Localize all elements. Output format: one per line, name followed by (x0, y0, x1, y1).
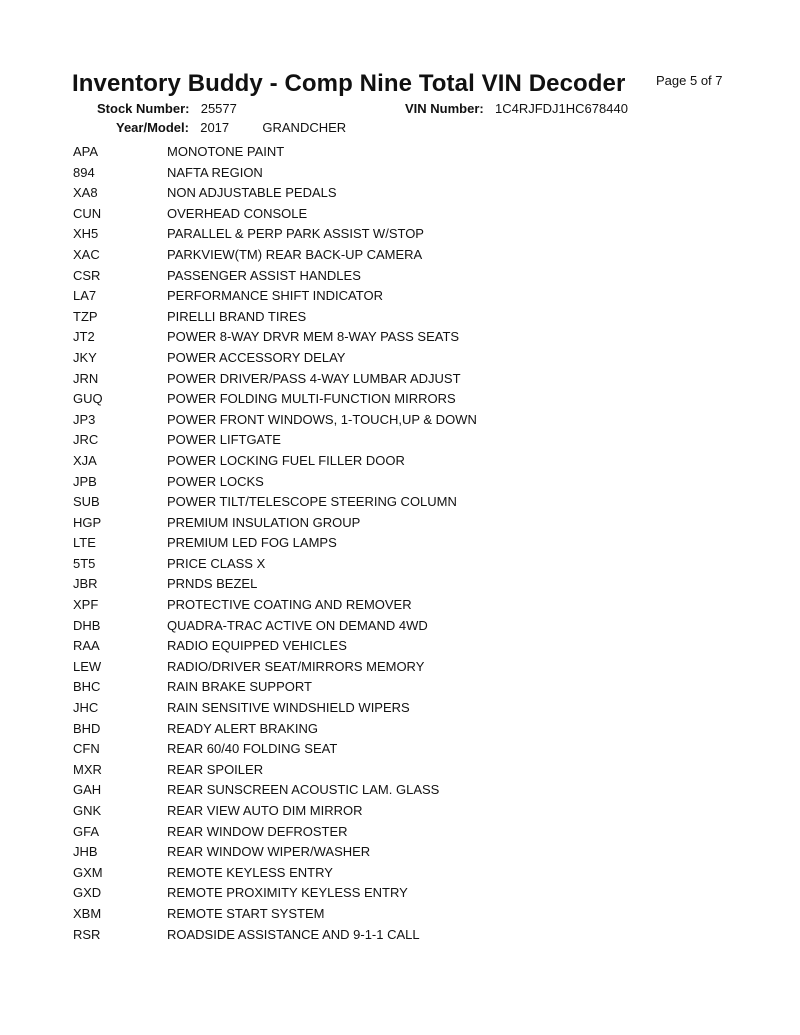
list-item (73, 698, 573, 719)
option-description: RAIN SENSITIVE WINDSHIELD WIPERS (167, 700, 410, 716)
option-description: PIRELLI BRAND TIRES (167, 308, 307, 324)
option-description: POWER ACCESSORY DELAY (167, 349, 346, 365)
option-code: TZP (73, 308, 98, 324)
option-description: REAR WINDOW DEFROSTER (167, 823, 348, 839)
option-description: PASSENGER ASSIST HANDLES (167, 267, 361, 283)
option-code: DHB (73, 617, 101, 633)
option-description: MONOTONE PAINT (167, 144, 285, 159)
list-item (73, 677, 573, 698)
option-description: PRNDS BEZEL (167, 576, 258, 592)
option-description: POWER LOCKS (167, 473, 264, 489)
option-code: JHC (73, 700, 99, 716)
option-code: XJA (73, 452, 97, 468)
option-description: PARKVIEW(TM) REAR BACK-UP CAMERA (167, 246, 423, 262)
option-code: JP3 (73, 411, 96, 427)
option-code: BHD (73, 720, 101, 736)
option-description: POWER 8-WAY DRVR MEM 8-WAY PASS SEATS (167, 329, 460, 345)
option-description: ROADSIDE ASSISTANCE AND 9-1-1 CALL (167, 926, 420, 942)
option-code: BHC (73, 679, 101, 695)
option-description: REAR 60/40 FOLDING SEAT (167, 741, 338, 757)
list-item (73, 245, 573, 266)
list-item (73, 883, 573, 904)
option-code: JBR (73, 576, 98, 592)
list-item (73, 574, 573, 595)
option-description: POWER FOLDING MULTI-FUNCTION MIRRORS (167, 391, 456, 407)
option-description: POWER TILT/TELESCOPE STEERING COLUMN (167, 494, 457, 510)
vin-number-value: 1C4RJFDJ1HC678440 (494, 101, 628, 116)
option-code: GXM (73, 864, 103, 880)
option-description: OVERHEAD CONSOLE (167, 205, 308, 221)
list-item (73, 224, 573, 245)
option-code-list (73, 142, 573, 945)
year-value: 2017 (200, 120, 230, 135)
list-item (73, 286, 573, 307)
option-description: PERFORMANCE SHIFT INDICATOR (167, 288, 383, 304)
option-code: GNK (73, 803, 102, 818)
option-code: CSR (73, 267, 101, 283)
page-number: Page 5 of 7 (656, 73, 723, 88)
list-item (73, 636, 573, 657)
option-code: CUN (73, 205, 102, 221)
list-item (73, 719, 573, 740)
option-code: JT2 (73, 329, 95, 345)
list-item (73, 142, 573, 163)
list-item (73, 492, 573, 513)
list-item (73, 410, 573, 431)
list-item (73, 925, 573, 946)
list-item (73, 307, 573, 328)
option-code: GXD (73, 885, 102, 901)
option-description: PREMIUM LED FOG LAMPS (167, 535, 337, 551)
option-code: XA8 (73, 185, 98, 201)
stock-number-line (97, 101, 237, 116)
list-item (73, 472, 573, 493)
option-code: XAC (73, 246, 100, 262)
option-description: RAIN BRAKE SUPPORT (167, 679, 312, 695)
list-item (73, 369, 573, 390)
stock-number-label: Stock Number: (97, 101, 190, 116)
option-code: HGP (73, 514, 102, 530)
list-item (73, 554, 573, 575)
option-description: PARALLEL & PERP PARK ASSIST W/STOP (167, 226, 424, 242)
list-item (73, 657, 573, 678)
list-item (73, 842, 573, 863)
list-item (73, 760, 573, 781)
list-item (73, 595, 573, 616)
option-description: RADIO EQUIPPED VEHICLES (167, 638, 347, 654)
option-description: READY ALERT BRAKING (167, 720, 319, 736)
option-code: MXR (73, 761, 102, 777)
option-code: XPF (73, 597, 99, 613)
option-code: GAH (73, 782, 102, 798)
list-item (73, 204, 573, 225)
option-description: REMOTE PROXIMITY KEYLESS ENTRY (167, 885, 408, 901)
option-description: POWER LOCKING FUEL FILLER DOOR (167, 452, 405, 468)
list-item (73, 451, 573, 472)
option-description: REAR VIEW AUTO DIM MIRROR (167, 803, 363, 818)
option-code: GFA (73, 823, 100, 839)
list-item (73, 822, 573, 843)
option-code: APA (73, 144, 99, 159)
option-description: QUADRA-TRAC ACTIVE ON DEMAND 4WD (167, 617, 428, 633)
option-code: LTE (73, 535, 96, 551)
list-item (73, 616, 573, 637)
option-description: POWER LIFTGATE (167, 432, 281, 448)
option-description: REAR WINDOW WIPER/WASHER (167, 844, 371, 860)
option-code: LEW (73, 658, 102, 674)
option-code: GUQ (73, 391, 103, 407)
model-value: GRANDCHER (262, 120, 347, 135)
list-item (73, 904, 573, 925)
list-item (73, 327, 573, 348)
option-description: NON ADJUSTABLE PEDALS (167, 185, 337, 201)
option-code: 894 (73, 164, 95, 180)
option-description: POWER DRIVER/PASS 4-WAY LUMBAR ADJUST (167, 370, 461, 386)
option-description: PRICE CLASS X (167, 555, 266, 571)
option-code: CFN (73, 741, 100, 757)
year-model-label: Year/Model: (116, 120, 189, 135)
option-code: RSR (73, 926, 101, 942)
year-model-line (116, 120, 346, 135)
option-code: SUB (73, 494, 100, 510)
list-item (73, 780, 573, 801)
stock-number-value: 25577 (200, 101, 237, 116)
page-title: Inventory Buddy - Comp Nine Total VIN Decoder (72, 70, 626, 97)
option-code: JKY (73, 349, 97, 365)
option-description: REAR SUNSCREEN ACOUSTIC LAM. GLASS (167, 782, 440, 798)
option-description: NAFTA REGION (167, 164, 263, 180)
list-item (73, 430, 573, 451)
list-item (73, 533, 573, 554)
list-item (73, 348, 573, 369)
list-item (73, 183, 573, 204)
option-code: XBM (73, 905, 102, 921)
list-item (73, 389, 573, 410)
option-description: POWER FRONT WINDOWS, 1-TOUCH,UP & DOWN (167, 411, 477, 427)
option-description: REMOTE START SYSTEM (167, 905, 325, 921)
option-code: XH5 (73, 226, 99, 242)
list-item (73, 801, 573, 822)
option-code: JPB (73, 473, 97, 489)
list-item (73, 266, 573, 287)
option-code: JRN (73, 370, 99, 386)
option-description: PREMIUM INSULATION GROUP (167, 514, 361, 530)
vin-number-label: VIN Number: (405, 101, 484, 116)
option-description: REMOTE KEYLESS ENTRY (167, 864, 333, 880)
vin-number-line (405, 101, 628, 116)
option-description: REAR SPOILER (167, 761, 264, 777)
list-item (73, 739, 573, 760)
option-description: RADIO/DRIVER SEAT/MIRRORS MEMORY (167, 658, 425, 674)
option-code: RAA (73, 638, 100, 654)
list-item (73, 163, 573, 184)
option-code: 5T5 (73, 555, 96, 571)
option-code: JHB (73, 844, 98, 860)
option-description: PROTECTIVE COATING AND REMOVER (167, 597, 412, 613)
option-code: JRC (73, 432, 99, 448)
list-item (73, 863, 573, 884)
option-code: LA7 (73, 288, 97, 304)
list-item (73, 513, 573, 534)
